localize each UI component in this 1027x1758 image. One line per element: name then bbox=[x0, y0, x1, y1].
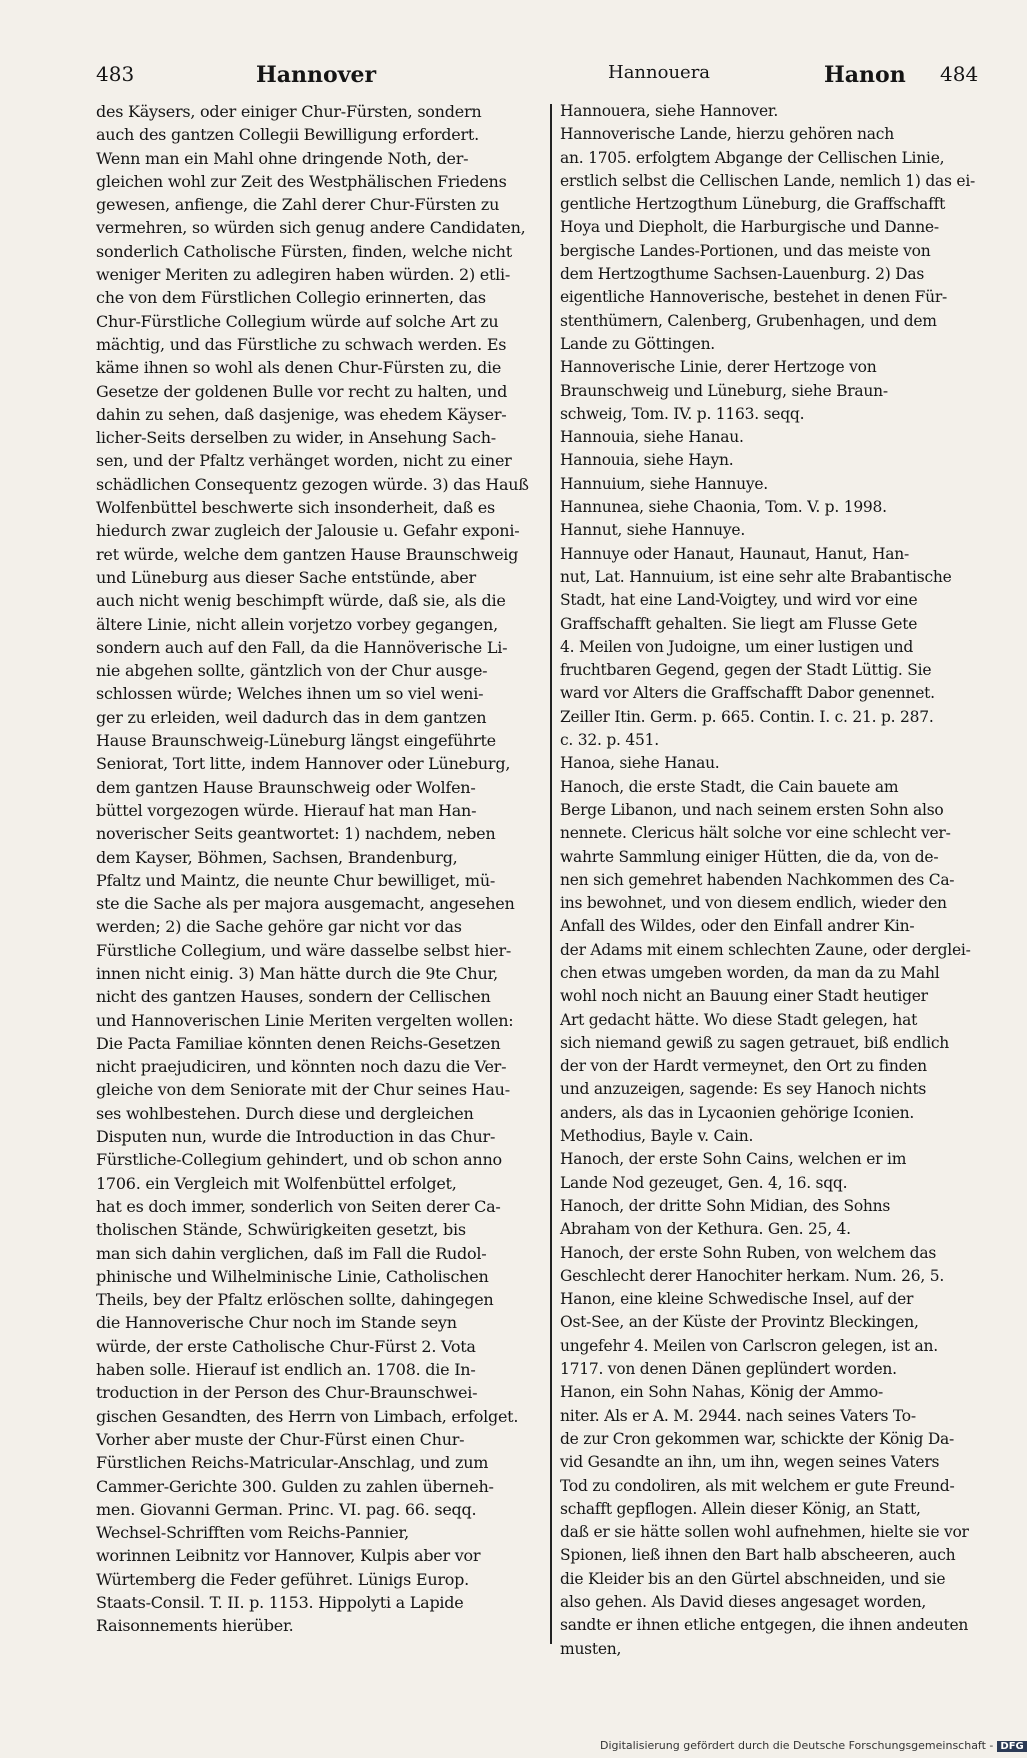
text-line: man sich dahin verglichen, daß im Fall die Rudol- bbox=[96, 1243, 487, 1263]
dfg-logo: DFG bbox=[997, 1741, 1026, 1752]
text-line: Wechsel-Schrifften vom Reichs-Pannier, bbox=[96, 1523, 409, 1543]
text-line: Hannouia, siehe Hayn. bbox=[560, 451, 734, 470]
text-line: Raisonnements hierüber. bbox=[96, 1616, 294, 1636]
text-line: Disputen nun, wurde die Introduction in das Chur- bbox=[96, 1127, 496, 1147]
text-line: vid Gesandte an ihn, um ihn, wegen seines Vaters bbox=[560, 1453, 940, 1472]
text-line: Hanon, ein Sohn Nahas, König der Ammo- bbox=[560, 1383, 884, 1402]
text-line: Lande zu Göttingen. bbox=[560, 334, 715, 353]
text-line: gleiche von dem Seniorate mit der Chur seines Hau- bbox=[96, 1080, 510, 1100]
text-line: Hannouera, siehe Hannover. bbox=[560, 102, 779, 120]
page-header bbox=[96, 62, 982, 92]
text-line: 1717. von denen Dänen geplündert worden. bbox=[560, 1360, 897, 1379]
text-line: dahin zu sehen, daß dasjenige, was ehedem Käyser- bbox=[96, 404, 507, 424]
text-line: eigentliche Hannoverische, bestehet in denen Für- bbox=[560, 288, 948, 307]
text-line: schädlichen Consequentz gezogen würde. 3) das Hauß bbox=[96, 474, 529, 494]
page-footer bbox=[600, 1739, 1027, 1752]
text-line: 4. Meilen von Judoigne, um einer lustigen und bbox=[560, 637, 914, 656]
text-line: Hannoverische Lande, hierzu gehören nach bbox=[560, 125, 894, 144]
text-line: Wenn man ein Mahl ohne dringende Noth, der- bbox=[96, 148, 469, 168]
text-line: Hannuium, siehe Hannuye. bbox=[560, 474, 768, 493]
text-line: werden; 2) die Sache gehöre gar nicht vor das bbox=[96, 917, 462, 937]
text-line: an. 1705. erfolgtem Abgange der Cellischen Linie, bbox=[560, 148, 945, 167]
text-line: Hause Braunschweig-Lüneburg längst eingeführte bbox=[96, 731, 496, 751]
text-line: Würtemberg die Feder geführet. Lünigs Europ. bbox=[96, 1569, 470, 1589]
text-line: tholischen Stände, Schwürigkeiten gesetzt, bis bbox=[96, 1220, 466, 1240]
text-line: des Käysers, oder einiger Chur-Fürsten, sondern bbox=[96, 102, 482, 121]
text-line: sonderlich Catholische Fürsten, finden, welche nicht bbox=[96, 241, 512, 261]
text-line: Hoya und Diepholt, die Harburgische und Danne- bbox=[560, 218, 939, 237]
text-line: also gehen. Als David dieses angesaget worden, bbox=[560, 1593, 927, 1611]
text-line: und anzuzeigen, sagende: Es sey Hanoch nichts bbox=[560, 1080, 927, 1099]
text-line: wohl noch nicht an Bauung einer Stadt heutiger bbox=[560, 987, 928, 1006]
text-line: Ost-See, an der Küste der Provintz Bleckingen, bbox=[560, 1313, 919, 1332]
page-number-left: 483 bbox=[96, 62, 135, 86]
text-line: dem Kayser, Böhmen, Sachsen, Brandenburg, bbox=[96, 847, 458, 867]
text-line: Wolfenbüttel beschwerte sich insonderheit, daß es bbox=[96, 498, 495, 518]
text-line: musten, bbox=[560, 1639, 622, 1658]
text-line: Seniorat, Tort litte, indem Hannover oder Lüneburg, bbox=[96, 754, 511, 774]
text-line: Geschlecht derer Hanochiter herkam. Num. 26, 5. bbox=[560, 1266, 945, 1285]
text-line: Stadt, hat eine Land-Voigtey, und wird vor eine bbox=[560, 591, 918, 610]
text-line: Zeiller Itin. Germ. p. 665. Contin. I. c. 21. p. 287. bbox=[560, 707, 934, 726]
text-line: büttel vorgezogen würde. Hierauf hat man Han- bbox=[96, 800, 477, 820]
text-line: weniger Meriten zu adlegiren haben würden. 2) etli- bbox=[96, 265, 511, 285]
text-line: schafft gepflogen. Allein dieser König, an Statt, bbox=[560, 1499, 921, 1518]
text-line: Spionen, ließ ihnen den Bart halb abscheeren, auch bbox=[560, 1546, 956, 1565]
text-line: sen, und der Pfaltz verhänget worden, nicht zu einer bbox=[96, 451, 512, 471]
text-line: hat es doch immer, sonderlich von Seiten derer Ca- bbox=[96, 1196, 501, 1216]
text-line: Hannunea, siehe Chaonia, Tom. V. p. 1998. bbox=[560, 498, 887, 517]
text-line: Methodius, Bayle v. Cain. bbox=[560, 1127, 754, 1146]
column-divider bbox=[550, 104, 552, 1644]
text-line: worinnen Leibnitz vor Hannover, Kulpis aber vor bbox=[96, 1546, 481, 1566]
text-line: phinische und Wilhelminische Linie, Catholischen bbox=[96, 1266, 489, 1286]
text-line: wahrte Sammlung einiger Hütten, die da, von de- bbox=[560, 847, 939, 866]
left-text-column bbox=[96, 100, 544, 1648]
text-line: nen sich gemehret habenden Nachkommen des Ca- bbox=[560, 870, 955, 889]
text-line: troduction in der Person des Chur-Braunschwei- bbox=[96, 1383, 478, 1403]
text-line: Hanoa, siehe Hanau. bbox=[560, 754, 720, 773]
footer-credit-text: Digitalisierung gefördert durch die Deutsche Forschungsgemeinschaft - bbox=[600, 1739, 994, 1752]
text-line: noverischer Seits geantwortet: 1) nachdem, neben bbox=[96, 824, 496, 844]
text-line: Theils, bey der Pfaltz erlöschen sollte, dahingegen bbox=[96, 1290, 494, 1310]
text-line: Fürstliche Collegium, und wäre dasselbe selbst hier- bbox=[96, 940, 512, 960]
text-line: die Kleider bis an den Gürtel abschneiden, und sie bbox=[560, 1569, 946, 1588]
text-line: Graffschafft gehalten. Sie liegt am Flusse Gete bbox=[560, 614, 918, 633]
text-line: de zur Cron gekommen war, schickte der König Da- bbox=[560, 1429, 954, 1448]
text-line: men. Giovanni German. Princ. VI. pag. 66. seqq. bbox=[96, 1499, 477, 1519]
right-text-column bbox=[560, 100, 984, 1658]
text-line: käme ihnen so wohl als denen Chur-Fürsten zu, die bbox=[96, 358, 502, 378]
text-line: sondern auch auf den Fall, da die Hannöverische Li- bbox=[96, 637, 508, 657]
text-line: stenthümern, Calenberg, Grubenhagen, und dem bbox=[560, 311, 937, 330]
text-line: Hanoch, der erste Sohn Cains, welchen er im bbox=[560, 1150, 907, 1169]
text-line: Chur-Fürstliche Collegium würde auf solche Art zu bbox=[96, 311, 499, 331]
text-line: nicht praejudiciren, und könnten noch dazu die Ver- bbox=[96, 1057, 507, 1077]
text-line: ältere Linie, nicht allein vorjetzo vorbey gegangen, bbox=[96, 614, 498, 634]
text-line: Die Pacta Familiae könnten denen Reichs-Gesetzen bbox=[96, 1033, 501, 1053]
text-line: ward vor Alters die Graffschafft Dabor genennet. bbox=[560, 684, 935, 703]
text-line: niter. Als er A. M. 2944. nach seines Vaters To- bbox=[560, 1406, 916, 1425]
text-line: Abraham von der Kethura. Gen. 25, 4. bbox=[560, 1220, 851, 1239]
text-line: erstlich selbst die Cellischen Lande, nemlich 1) das ei- bbox=[560, 171, 976, 190]
page-number-right: 484 bbox=[940, 62, 979, 86]
text-line: nicht des gantzen Hauses, sondern der Cellischen bbox=[96, 987, 491, 1007]
text-line: licher-Seits derselben zu wider, in Ansehung Sach- bbox=[96, 428, 496, 448]
text-line: daß er sie hätte sollen wohl aufnehmen, hielte sie vor bbox=[560, 1523, 969, 1542]
text-line: der von der Hardt vermeynet, den Ort zu finden bbox=[560, 1057, 927, 1076]
text-line: nut, Lat. Hannuium, ist eine sehr alte Brabantische bbox=[560, 567, 952, 586]
text-line: und Hannoverischen Linie Meriten vergelten wollen: bbox=[96, 1010, 514, 1030]
text-line: Tod zu condoliren, als mit welchem er gute Freund- bbox=[560, 1476, 955, 1495]
running-head-right: Hanon bbox=[824, 62, 906, 88]
text-line: Hannouia, siehe Hanau. bbox=[560, 428, 744, 447]
text-line: gewesen, anfienge, die Zahl derer Chur-Fürsten zu bbox=[96, 195, 500, 215]
text-line: gischen Gesandten, des Herrn von Limbach, erfolget. bbox=[96, 1406, 519, 1426]
text-line: sich niemand gewiß zu sagen getrauet, biß endlich bbox=[560, 1033, 950, 1052]
text-line: Hanoch, der dritte Sohn Midian, des Sohns bbox=[560, 1196, 891, 1215]
running-head-middle: Hannouera bbox=[608, 62, 711, 83]
text-line: ungefehr 4. Meilen von Carlscron gelegen, ist an. bbox=[560, 1336, 938, 1355]
text-line: ret würde, welche dem gantzen Hause Braunschweig bbox=[96, 544, 519, 564]
text-line: Braunschweig und Lüneburg, siehe Braun- bbox=[560, 381, 888, 400]
text-line: Hannoverische Linie, derer Hertzoge von bbox=[560, 358, 877, 377]
text-line: c. 32. p. 451. bbox=[560, 731, 659, 750]
text-line: haben solle. Hierauf ist endlich an. 1708. die In- bbox=[96, 1360, 476, 1380]
text-line: innen nicht einig. 3) Man hätte durch die 9te Chur, bbox=[96, 963, 498, 983]
text-line: schweig, Tom. IV. p. 1163. seqq. bbox=[560, 404, 805, 423]
text-line: nennete. Clericus hält solche vor eine schlecht ver- bbox=[560, 824, 951, 843]
text-line: auch nicht wenig beschimpft würde, daß sie, als die bbox=[96, 591, 506, 611]
text-line: Staats-Consil. T. II. p. 1153. Hippolyti a Lapide bbox=[96, 1593, 464, 1612]
text-line: Gesetze der goldenen Bulle vor recht zu halten, und bbox=[96, 381, 508, 401]
text-line: ses wohlbestehen. Durch diese und dergleichen bbox=[96, 1103, 474, 1123]
text-line: auch des gantzen Collegii Bewilligung erfordert. bbox=[96, 125, 479, 145]
text-line: Hanoch, die erste Stadt, die Cain bauete am bbox=[560, 777, 899, 796]
text-line: Hannuye oder Hanaut, Haunaut, Hanut, Han- bbox=[560, 544, 909, 563]
text-line: gentliche Hertzogthum Lüneburg, die Graffschafft bbox=[560, 195, 946, 214]
text-line: die Hannoverische Chur noch im Stande seyn bbox=[96, 1313, 457, 1333]
text-line: Hanoch, der erste Sohn Ruben, von welchem das bbox=[560, 1243, 937, 1262]
text-line: hiedurch zwar zugleich der Jalousie u. Gefahr exponi- bbox=[96, 521, 520, 541]
text-line: fruchtbaren Gegend, gegen der Stadt Lüttig. Sie bbox=[560, 661, 932, 680]
text-line: Anfall des Wildes, oder den Einfall andrer Kin- bbox=[560, 917, 915, 936]
running-head-left: Hannover bbox=[256, 62, 377, 88]
text-line: anders, als das in Lycaonien gehörige Iconien. bbox=[560, 1103, 915, 1122]
text-line: Hanon, eine kleine Schwedische Insel, auf der bbox=[560, 1290, 914, 1309]
text-line: Vorher aber muste der Chur-Fürst einen Chur- bbox=[96, 1429, 465, 1449]
text-line: Art gedacht hätte. Wo diese Stadt gelegen, hat bbox=[560, 1010, 918, 1029]
text-line: schlossen würde; Welches ihnen um so viel weni- bbox=[96, 684, 484, 704]
text-line: ger zu erleiden, weil dadurch das in dem gantzen bbox=[96, 707, 487, 727]
text-line: dem gantzen Hause Braunschweig oder Wolfen- bbox=[96, 777, 476, 797]
text-line: Pfaltz und Maintz, die neunte Chur bewilliget, mü- bbox=[96, 870, 496, 890]
text-line: Fürstlichen Reichs-Matricular-Anschlag, und zum bbox=[96, 1453, 489, 1473]
text-line: sandte er ihnen etliche entgegen, die ihnen andeuten bbox=[560, 1616, 969, 1635]
text-line: Berge Libanon, und nach seinem ersten Sohn also bbox=[560, 800, 944, 819]
text-line: Fürstliche-Collegium gehindert, und ob schon anno bbox=[96, 1150, 502, 1170]
text-line: würde, der erste Catholische Chur-Fürst 2. Vota bbox=[96, 1336, 476, 1356]
text-line: mächtig, und das Fürstliche zu schwach werden. Es bbox=[96, 334, 507, 354]
text-line: ste die Sache als per majora ausgemacht, angesehen bbox=[96, 894, 515, 914]
text-line: vermehren, so würden sich genug andere Candidaten, bbox=[96, 218, 526, 238]
text-line: Cammer-Gerichte 300. Gulden zu zahlen überneh- bbox=[96, 1476, 494, 1496]
text-line: und Lüneburg aus dieser Sache entstünde, aber bbox=[96, 567, 476, 587]
text-line: der Adams mit einem schlechten Zaune, oder derglei- bbox=[560, 940, 971, 959]
text-line: Hannut, siehe Hannuye. bbox=[560, 521, 746, 540]
text-line: bergische Landes-Portionen, und das meiste von bbox=[560, 241, 931, 260]
text-line: dem Hertzogthume Sachsen-Lauenburg. 2) Das bbox=[560, 265, 925, 284]
text-line: 1706. ein Vergleich mit Wolfenbüttel erfolget, bbox=[96, 1173, 457, 1193]
text-line: ins bewohnet, und von diesem endlich, wieder den bbox=[560, 894, 947, 913]
text-line: nie abgehen sollte, gäntzlich von der Chur ausge- bbox=[96, 661, 488, 681]
text-line: chen etwas umgeben worden, da man da zu Mahl bbox=[560, 963, 940, 982]
text-line: gleichen wohl zur Zeit des Westphälischen Friedens bbox=[96, 171, 507, 191]
text-line: che von dem Fürstlichen Collegio erinnerten, das bbox=[96, 288, 486, 308]
text-line: Lande Nod gezeuget, Gen. 4, 16. sqq. bbox=[560, 1173, 848, 1192]
